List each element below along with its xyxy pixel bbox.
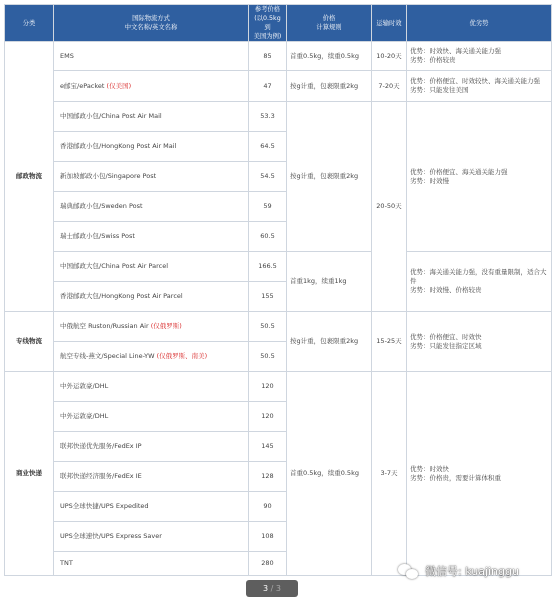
row-name: 中外运敦豪/DHL xyxy=(54,372,249,402)
row-price: 120 xyxy=(249,402,287,432)
row-name: 航空专线-燕文/Special Line-YW (仅俄罗斯、南美) xyxy=(54,342,249,372)
header-rule: 价格 计算规则 xyxy=(287,5,372,42)
row-name: TNT xyxy=(54,552,249,576)
watermark-label: 微信号: kuajinggu xyxy=(425,565,519,578)
table-row xyxy=(5,252,552,282)
rule-express: 首重0.5kg，续重0.5kg xyxy=(287,372,372,576)
wechat-icon xyxy=(398,563,420,579)
pros-big-parcel: 优势：海关通关能力强，没有重量限制，适合大件 劣势：时效慢、价格较贵 xyxy=(407,252,552,312)
row-name: 中国邮政小包/China Post Air Mail xyxy=(54,102,249,132)
row-name: 联邦快递优先服务/FedEx IP xyxy=(54,432,249,462)
row-price: 90 xyxy=(249,492,287,522)
row-price: 85 xyxy=(249,42,287,71)
page-indicator[interactable] xyxy=(246,580,298,597)
row-name: 香港邮政小包/HongKong Post Air Mail xyxy=(54,132,249,162)
row-price: 120 xyxy=(249,372,287,402)
rule-ems: 首重0.5kg，续重0.5kg xyxy=(287,42,372,71)
table-row xyxy=(5,372,552,402)
table-row xyxy=(5,42,552,71)
rule-small-packet: 按g计重，包裹限重2kg xyxy=(287,102,372,252)
row-name: 联邦快递经济服务/FedEx IE xyxy=(54,462,249,492)
page-total: / 3 xyxy=(270,584,281,593)
rule-line: 按g计重，包裹限重2kg xyxy=(287,312,372,372)
table-row xyxy=(5,102,552,132)
header-pros: 优劣势 xyxy=(407,5,552,42)
time-line: 15-25天 xyxy=(372,312,407,372)
table-row xyxy=(5,71,552,102)
pros-small-packet: 优势：价格便宜、海关通关能力强 劣势：时效慢 xyxy=(407,102,552,252)
category-postal: 邮政物流 xyxy=(5,42,54,312)
pros-epacket: 优势：价格便宜、时效较快、海关通关能力强 劣势：只能发往美国 xyxy=(407,71,552,102)
category-express: 商业快递 xyxy=(5,372,54,576)
header-price: 参考价格 (以0.5kg到 美国为例) xyxy=(249,5,287,42)
row-price: 59 xyxy=(249,192,287,222)
row-name: 新加坡邮政小包/Singapore Post xyxy=(54,162,249,192)
table-row xyxy=(5,312,552,342)
row-name: UPS全球速快/UPS Express Saver xyxy=(54,522,249,552)
row-name: e邮宝/ePacket (仅美国) xyxy=(54,71,249,102)
header-time: 运输时效 xyxy=(372,5,407,42)
page-current: 3 xyxy=(263,584,269,593)
rule-epacket: 按g计重，包裹限重2kg xyxy=(287,71,372,102)
header-name: 国际物流方式 中文名称/英文名称 xyxy=(54,5,249,42)
row-name: 瑞士邮政小包/Swiss Post xyxy=(54,222,249,252)
row-price: 166.5 xyxy=(249,252,287,282)
row-name-note: (仅俄罗斯、南美) xyxy=(156,352,208,360)
time-postal: 20-50天 xyxy=(372,102,407,312)
row-name: 香港邮政大包/HongKong Post Air Parcel xyxy=(54,282,249,312)
table-header-row xyxy=(5,5,552,42)
time-express: 3-7天 xyxy=(372,372,407,576)
row-price: 50.5 xyxy=(249,312,287,342)
wechat-watermark xyxy=(398,563,519,579)
row-name-note: (仅俄罗斯) xyxy=(150,322,182,330)
row-name: 中外运敦豪/DHL xyxy=(54,402,249,432)
row-name: 瑞典邮政小包/Sweden Post xyxy=(54,192,249,222)
rule-big-parcel: 首重1kg，续重1kg xyxy=(287,252,372,312)
row-price: 47 xyxy=(249,71,287,102)
row-name: UPS全球快捷/UPS Expedited xyxy=(54,492,249,522)
row-price: 280 xyxy=(249,552,287,576)
pros-ems: 优势：时效快、海关通关能力强 劣势：价格较贵 xyxy=(407,42,552,71)
pros-express: 优势：时效快 劣势：价格贵，需要计算体积重 xyxy=(407,372,552,576)
logistics-table xyxy=(4,4,552,576)
time-epacket: 7-20天 xyxy=(372,71,407,102)
row-price: 128 xyxy=(249,462,287,492)
row-price: 108 xyxy=(249,522,287,552)
row-price: 155 xyxy=(249,282,287,312)
header-category: 分类 xyxy=(5,5,54,42)
row-price: 54.5 xyxy=(249,162,287,192)
row-name-note: (仅美国) xyxy=(106,81,132,90)
pros-line: 优势：价格便宜、时效快 劣势：只能发往指定区域 xyxy=(407,312,552,372)
time-ems: 10-20天 xyxy=(372,42,407,71)
row-name: 中俄航空 Ruston/Russian Air (仅俄罗斯) xyxy=(54,312,249,342)
row-price: 53.3 xyxy=(249,102,287,132)
category-line: 专线物流 xyxy=(5,312,54,372)
row-price: 64.5 xyxy=(249,132,287,162)
row-price: 50.5 xyxy=(249,342,287,372)
row-price: 60.5 xyxy=(249,222,287,252)
row-price: 145 xyxy=(249,432,287,462)
row-name: EMS xyxy=(54,42,249,71)
row-name: 中国邮政大包/China Post Air Parcel xyxy=(54,252,249,282)
